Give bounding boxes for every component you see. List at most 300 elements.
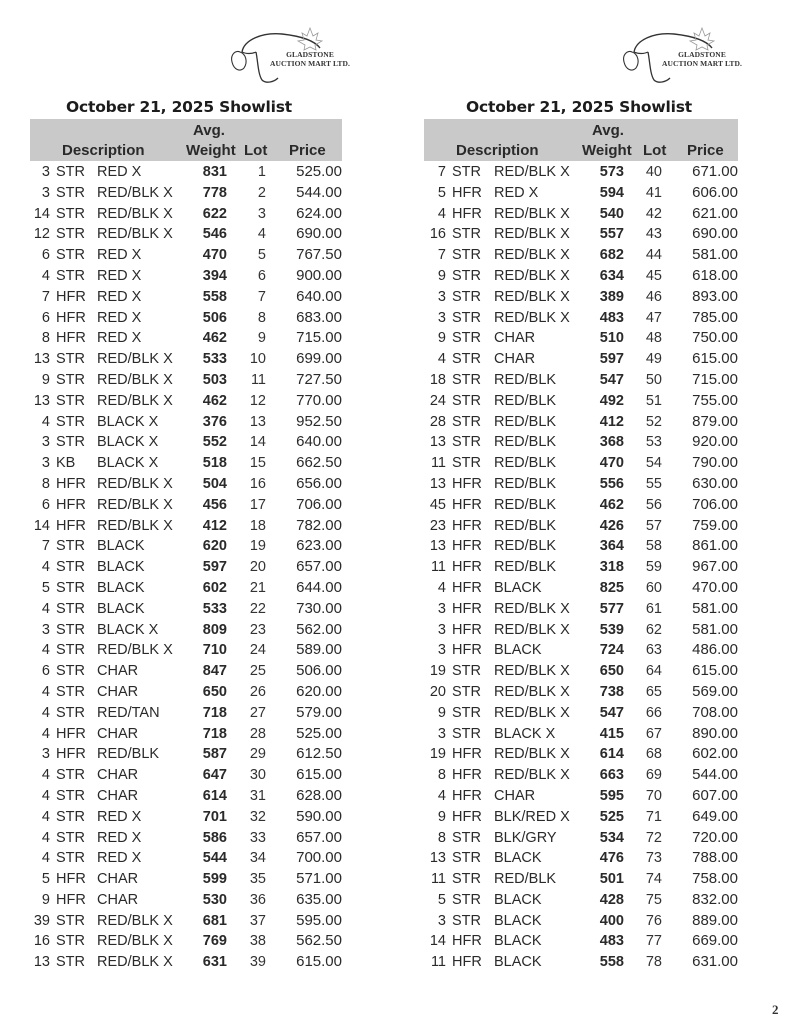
- head-count: 14: [33, 205, 50, 222]
- lot-number: 65: [645, 683, 662, 700]
- lot-number: 13: [249, 413, 266, 430]
- lot-number: 59: [645, 559, 662, 576]
- lot-number: 44: [645, 247, 662, 264]
- lot-number: 40: [645, 164, 662, 180]
- color-description: RED/BLK: [494, 371, 557, 388]
- head-count: 13: [429, 538, 446, 555]
- table-row: [418, 536, 748, 557]
- head-count: 7: [41, 538, 50, 555]
- animal-type: STR: [452, 351, 481, 368]
- auction-mart-logo: [222, 22, 362, 84]
- avg-weight: 778: [202, 184, 227, 201]
- table-row: [418, 370, 748, 391]
- color-description: CHAR: [494, 787, 536, 804]
- color-description: RED/BLK: [494, 517, 557, 534]
- logo-line-1: GLADSTONE: [286, 50, 334, 59]
- table-row: [418, 412, 748, 433]
- animal-type: STR: [56, 413, 85, 430]
- table-row: [418, 744, 748, 765]
- column-header-avg: Avg.: [193, 122, 225, 139]
- price: 615.00: [692, 662, 738, 680]
- price: 486.00: [692, 641, 738, 659]
- animal-type: STR: [56, 371, 85, 388]
- avg-weight: 809: [202, 621, 227, 638]
- head-count: 6: [41, 496, 50, 513]
- lot-number: 21: [249, 579, 266, 596]
- animal-type: HFR: [56, 725, 86, 742]
- head-count: 18: [429, 371, 446, 388]
- head-count: 45: [429, 496, 446, 513]
- lot-number: 64: [645, 663, 662, 680]
- animal-type: STR: [56, 351, 85, 368]
- head-count: 4: [437, 787, 446, 804]
- price: 708.00: [692, 703, 738, 721]
- price: 669.00: [692, 932, 738, 950]
- color-description: BLACK: [494, 954, 542, 971]
- column-header-description: Description: [456, 142, 539, 159]
- avg-weight: 825: [599, 579, 624, 596]
- animal-type: STR: [56, 829, 85, 846]
- head-count: 7: [41, 288, 50, 305]
- price: 579.00: [296, 703, 342, 721]
- table-row: [26, 640, 356, 661]
- avg-weight: 533: [202, 600, 227, 617]
- price: 952.50: [296, 412, 342, 430]
- price: 581.00: [692, 599, 738, 617]
- head-count: 3: [41, 746, 50, 763]
- price: 612.50: [296, 745, 342, 763]
- auction-mart-logo: [614, 22, 754, 84]
- table-row: [418, 620, 748, 641]
- animal-type: HFR: [452, 642, 482, 659]
- page-number: 2: [772, 1002, 779, 1017]
- animal-type: STR: [56, 642, 85, 659]
- color-description: RED/BLK X: [97, 226, 173, 243]
- price: 750.00: [692, 329, 738, 347]
- color-description: BLACK: [97, 538, 145, 555]
- animal-type: STR: [452, 226, 481, 243]
- lot-number: 10: [249, 351, 266, 368]
- head-count: 4: [41, 600, 50, 617]
- avg-weight: 597: [202, 559, 227, 576]
- lot-number: 66: [645, 704, 662, 721]
- color-description: BLACK X: [97, 455, 159, 472]
- table-header: [424, 119, 738, 161]
- avg-weight: 577: [599, 600, 624, 617]
- lot-number: 32: [249, 808, 266, 825]
- price: 920.00: [692, 433, 738, 451]
- lot-number: 52: [645, 413, 662, 430]
- avg-weight: 595: [599, 787, 624, 804]
- table-row: [418, 328, 748, 349]
- color-description: RED X: [97, 829, 142, 846]
- color-description: BLACK X: [494, 725, 556, 742]
- lot-number: 1: [257, 164, 266, 180]
- head-count: 8: [437, 829, 446, 846]
- avg-weight: 534: [599, 829, 624, 846]
- head-count: 4: [41, 704, 50, 721]
- animal-type: STR: [56, 850, 85, 867]
- avg-weight: 503: [202, 371, 227, 388]
- price: 470.00: [692, 578, 738, 596]
- color-description: BLACK: [97, 579, 145, 596]
- head-count: 4: [41, 559, 50, 576]
- head-count: 13: [429, 850, 446, 867]
- table-row: [418, 495, 748, 516]
- price: 525.00: [296, 163, 342, 180]
- lot-number: 49: [645, 351, 662, 368]
- price: 889.00: [692, 911, 738, 929]
- color-description: RED/BLK X: [97, 496, 173, 513]
- color-description: BLACK: [97, 600, 145, 617]
- color-description: CHAR: [494, 330, 536, 347]
- head-count: 14: [33, 517, 50, 534]
- table-row: [418, 724, 748, 745]
- table-row: [26, 661, 356, 682]
- head-count: 9: [437, 267, 446, 284]
- table-row: [418, 162, 748, 183]
- lot-number: 54: [645, 455, 662, 472]
- avg-weight: 634: [599, 267, 624, 284]
- animal-type: HFR: [452, 621, 482, 638]
- head-count: 20: [429, 683, 446, 700]
- animal-type: HFR: [452, 184, 482, 201]
- color-description: RED/BLK: [494, 538, 557, 555]
- price: 606.00: [692, 183, 738, 201]
- table-row: [26, 599, 356, 620]
- head-count: 19: [429, 663, 446, 680]
- table-row: [418, 890, 748, 911]
- avg-weight: 599: [202, 871, 227, 888]
- price: 618.00: [692, 266, 738, 284]
- color-description: RED/BLK X: [97, 205, 173, 222]
- price: 525.00: [296, 724, 342, 742]
- head-count: 8: [437, 767, 446, 784]
- table-row: [418, 765, 748, 786]
- avg-weight: 415: [599, 725, 624, 742]
- lot-number: 29: [249, 746, 266, 763]
- animal-type: STR: [452, 663, 481, 680]
- avg-weight: 718: [202, 704, 227, 721]
- head-count: 9: [437, 330, 446, 347]
- head-count: 4: [41, 413, 50, 430]
- lot-number: 58: [645, 538, 662, 555]
- color-description: BLACK: [97, 559, 145, 576]
- lot-number: 43: [645, 226, 662, 243]
- avg-weight: 394: [202, 267, 227, 284]
- price: 706.00: [692, 495, 738, 513]
- head-count: 4: [41, 808, 50, 825]
- price: 615.00: [296, 766, 342, 784]
- table-row: [418, 557, 748, 578]
- head-count: 3: [437, 288, 446, 305]
- color-description: RED X: [97, 808, 142, 825]
- table-row: [418, 869, 748, 890]
- avg-weight: 631: [202, 954, 227, 971]
- lot-number: 31: [249, 787, 266, 804]
- price: 759.00: [692, 516, 738, 534]
- color-description: RED/BLK X: [494, 746, 570, 763]
- price: 700.00: [296, 849, 342, 867]
- head-count: 4: [41, 787, 50, 804]
- animal-type: STR: [56, 704, 85, 721]
- logo-text: [662, 50, 742, 68]
- table-row: [26, 328, 356, 349]
- price: 656.00: [296, 474, 342, 492]
- avg-weight: 483: [599, 309, 624, 326]
- color-description: RED/BLK X: [494, 704, 570, 721]
- lot-number: 34: [249, 850, 266, 867]
- color-description: RED X: [97, 288, 142, 305]
- lot-number: 11: [250, 371, 266, 388]
- table-row: [26, 557, 356, 578]
- head-count: 6: [41, 663, 50, 680]
- table-row: [418, 661, 748, 682]
- table-row: [26, 911, 356, 932]
- head-count: 3: [41, 164, 50, 180]
- table-row: [26, 931, 356, 952]
- animal-type: STR: [452, 829, 481, 846]
- animal-type: STR: [452, 413, 481, 430]
- avg-weight: 614: [202, 787, 227, 804]
- avg-weight: 456: [202, 496, 227, 513]
- lot-number: 18: [249, 517, 266, 534]
- head-count: 4: [41, 267, 50, 284]
- avg-weight: 412: [599, 413, 624, 430]
- price: 730.00: [296, 599, 342, 617]
- table-body-left: [26, 162, 356, 973]
- avg-weight: 552: [202, 434, 227, 451]
- price: 595.00: [296, 911, 342, 929]
- price: 602.00: [692, 745, 738, 763]
- avg-weight: 718: [202, 725, 227, 742]
- color-description: RED X: [97, 164, 142, 180]
- animal-type: STR: [56, 434, 85, 451]
- avg-weight: 769: [202, 933, 227, 950]
- lot-number: 27: [249, 704, 266, 721]
- price: 861.00: [692, 537, 738, 555]
- color-description: BLACK: [494, 891, 542, 908]
- price: 631.00: [692, 953, 738, 971]
- price: 624.00: [296, 204, 342, 222]
- avg-weight: 470: [599, 455, 624, 472]
- avg-weight: 510: [599, 330, 624, 347]
- column-header-lot: Lot: [643, 142, 667, 159]
- avg-weight: 650: [202, 683, 227, 700]
- avg-weight: 544: [202, 850, 227, 867]
- price: 657.00: [296, 828, 342, 846]
- table-row: [26, 516, 356, 537]
- color-description: RED/BLK: [494, 392, 557, 409]
- table-row: [26, 620, 356, 641]
- animal-type: STR: [452, 371, 481, 388]
- lot-number: 8: [257, 309, 266, 326]
- animal-type: KB: [56, 455, 76, 472]
- avg-weight: 412: [202, 517, 227, 534]
- head-count: 13: [33, 351, 50, 368]
- avg-weight: 738: [599, 683, 624, 700]
- animal-type: STR: [452, 164, 481, 180]
- animal-type: STR: [56, 184, 85, 201]
- animal-type: STR: [452, 871, 481, 888]
- animal-type: HFR: [56, 309, 86, 326]
- color-description: RED X: [97, 267, 142, 284]
- head-count: 6: [41, 247, 50, 264]
- head-count: 24: [429, 392, 446, 409]
- head-count: 4: [41, 850, 50, 867]
- price: 581.00: [692, 246, 738, 264]
- color-description: RED X: [494, 184, 539, 201]
- head-count: 11: [430, 954, 446, 971]
- price: 649.00: [692, 807, 738, 825]
- price: 699.00: [296, 350, 342, 368]
- color-description: CHAR: [97, 871, 139, 888]
- table-row: [418, 599, 748, 620]
- price: 506.00: [296, 662, 342, 680]
- table-row: [26, 828, 356, 849]
- head-count: 9: [41, 371, 50, 388]
- avg-weight: 518: [202, 455, 227, 472]
- logo-line-2: AUCTION MART LTD.: [270, 59, 350, 68]
- animal-type: STR: [56, 247, 85, 264]
- column-header-description: Description: [62, 142, 145, 159]
- avg-weight: 573: [599, 164, 624, 180]
- head-count: 3: [437, 621, 446, 638]
- head-count: 9: [437, 808, 446, 825]
- head-count: 39: [33, 912, 50, 929]
- lot-number: 17: [249, 496, 266, 513]
- head-count: 12: [33, 226, 50, 243]
- color-description: BLACK: [494, 579, 542, 596]
- price: 621.00: [692, 204, 738, 222]
- price: 671.00: [692, 163, 738, 180]
- color-description: RED/BLK: [494, 871, 557, 888]
- animal-type: STR: [56, 683, 85, 700]
- color-description: RED/BLK: [494, 434, 557, 451]
- animal-type: STR: [452, 288, 481, 305]
- color-description: RED/BLK X: [494, 247, 570, 264]
- lot-number: 35: [249, 871, 266, 888]
- avg-weight: 701: [202, 808, 227, 825]
- lot-number: 61: [645, 600, 662, 617]
- table-row: [26, 869, 356, 890]
- head-count: 11: [430, 871, 446, 888]
- head-count: 16: [429, 226, 446, 243]
- table-row: [418, 245, 748, 266]
- table-row: [418, 578, 748, 599]
- animal-type: HFR: [452, 954, 482, 971]
- price: 620.00: [296, 682, 342, 700]
- avg-weight: 483: [599, 933, 624, 950]
- showlist-title: October 21, 2025 Showlist: [66, 98, 292, 116]
- color-description: RED/BLK X: [97, 184, 173, 201]
- lot-number: 46: [645, 288, 662, 305]
- animal-type: STR: [56, 600, 85, 617]
- table-row: [26, 204, 356, 225]
- head-count: 23: [429, 517, 446, 534]
- avg-weight: 506: [202, 309, 227, 326]
- animal-type: HFR: [452, 559, 482, 576]
- animal-type: STR: [56, 663, 85, 680]
- price: 562.50: [296, 932, 342, 950]
- lot-number: 57: [645, 517, 662, 534]
- price: 755.00: [692, 391, 738, 409]
- color-description: CHAR: [97, 663, 139, 680]
- avg-weight: 504: [202, 475, 227, 492]
- lot-number: 56: [645, 496, 662, 513]
- animal-type: STR: [56, 954, 85, 971]
- price: 569.00: [692, 682, 738, 700]
- column-header-lot: Lot: [244, 142, 268, 159]
- animal-type: HFR: [56, 871, 86, 888]
- avg-weight: 525: [599, 808, 624, 825]
- color-description: BLK/RED X: [494, 808, 570, 825]
- head-count: 4: [41, 829, 50, 846]
- table-row: [26, 744, 356, 765]
- animal-type: HFR: [56, 891, 86, 908]
- lot-number: 75: [645, 891, 662, 908]
- lot-number: 33: [249, 829, 266, 846]
- color-description: BLACK: [494, 642, 542, 659]
- table-row: [418, 432, 748, 453]
- table-row: [418, 349, 748, 370]
- lot-number: 15: [249, 455, 266, 472]
- animal-type: HFR: [452, 475, 482, 492]
- animal-type: STR: [56, 205, 85, 222]
- head-count: 11: [430, 455, 446, 472]
- table-row: [418, 828, 748, 849]
- avg-weight: 400: [599, 912, 624, 929]
- animal-type: STR: [452, 891, 481, 908]
- avg-weight: 462: [599, 496, 624, 513]
- head-count: 4: [41, 725, 50, 742]
- head-count: 13: [429, 475, 446, 492]
- avg-weight: 546: [202, 226, 227, 243]
- animal-type: HFR: [56, 517, 86, 534]
- table-row: [26, 224, 356, 245]
- head-count: 3: [437, 912, 446, 929]
- column-header-weight: Weight: [186, 142, 236, 159]
- lot-number: 28: [249, 725, 266, 742]
- table-row: [26, 682, 356, 703]
- head-count: 14: [429, 933, 446, 950]
- color-description: CHAR: [97, 767, 139, 784]
- table-row: [26, 308, 356, 329]
- head-count: 5: [437, 891, 446, 908]
- table-header: [30, 119, 342, 161]
- head-count: 9: [41, 891, 50, 908]
- head-count: 3: [437, 309, 446, 326]
- price: 628.00: [296, 786, 342, 804]
- head-count: 13: [429, 434, 446, 451]
- table-row: [418, 703, 748, 724]
- lot-number: 3: [257, 205, 266, 222]
- avg-weight: 501: [599, 871, 624, 888]
- lot-number: 6: [257, 267, 266, 284]
- lot-number: 5: [257, 247, 266, 264]
- head-count: 11: [430, 559, 446, 576]
- color-description: RED/BLK X: [494, 767, 570, 784]
- color-description: RED/BLK X: [494, 600, 570, 617]
- animal-type: HFR: [56, 330, 86, 347]
- avg-weight: 558: [202, 288, 227, 305]
- table-row: [418, 266, 748, 287]
- animal-type: STR: [56, 933, 85, 950]
- color-description: RED/BLK X: [494, 205, 570, 222]
- avg-weight: 428: [599, 891, 624, 908]
- lot-number: 4: [257, 226, 266, 243]
- table-row: [418, 952, 748, 973]
